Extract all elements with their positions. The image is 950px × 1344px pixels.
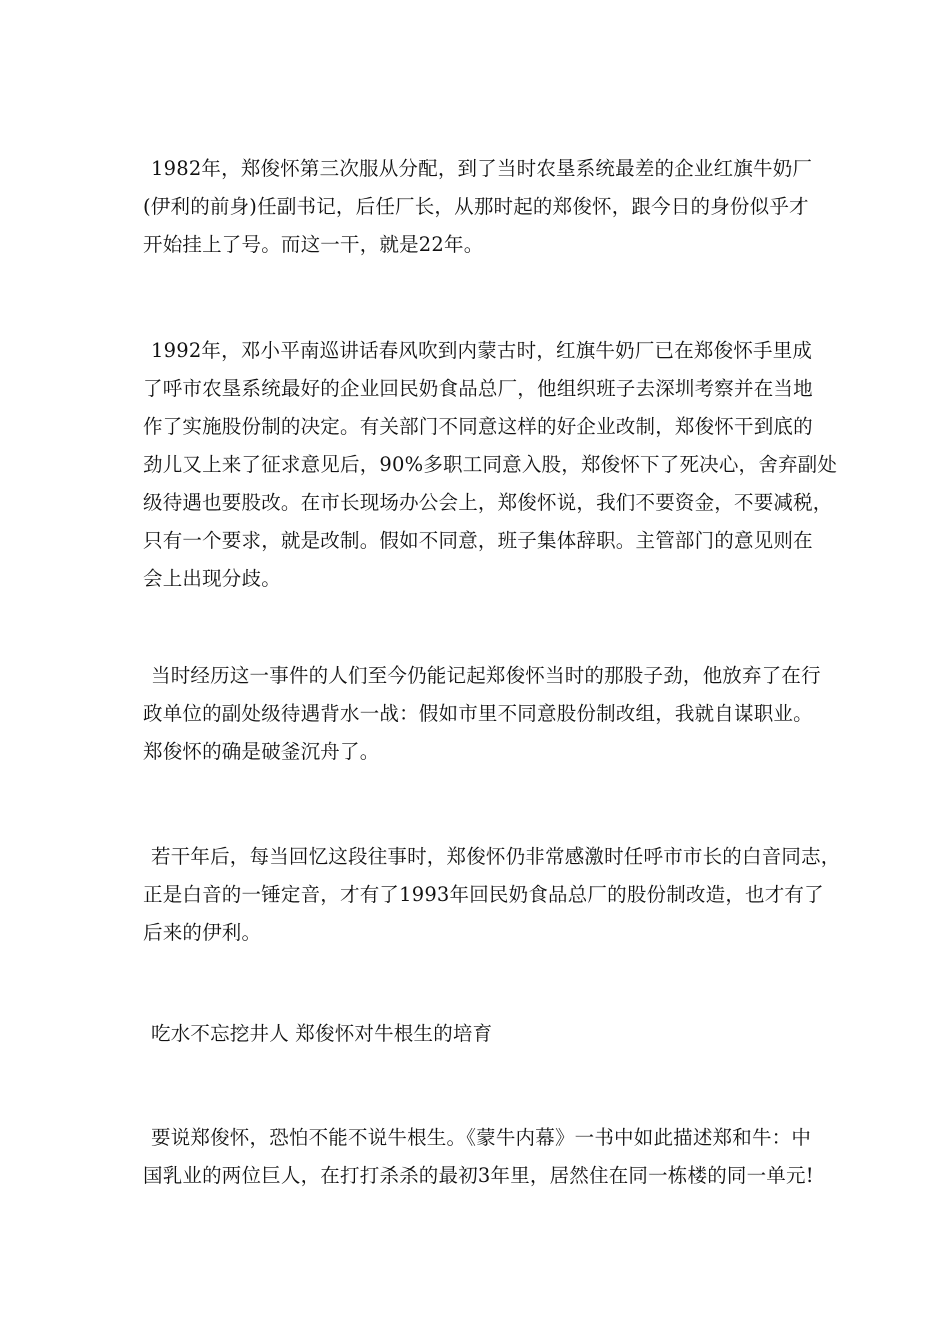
text-line: 作了实施股份制的决定。有关部门不同意这样的好企业改制，郑俊怀干到底的	[143, 415, 813, 438]
text-line: 正是白音的一锤定音，才有了1993年回民奶食品总厂的股份制改造，也才有了	[143, 883, 824, 906]
text-line: 级待遇也要股改。在市长现场办公会上，郑俊怀说，我们不要资金，不要减税，	[143, 491, 833, 514]
text-line: 国乳业的两位巨人，在打打杀杀的最初3年里，居然住在同一栋楼的同一单元!	[143, 1164, 814, 1187]
text-line: 当时经历这一事件的人们至今仍能记起郑俊怀当时的那股子劲，他放弃了在行	[151, 664, 821, 687]
paragraph-event-memory	[143, 657, 821, 771]
paragraph-years-later	[143, 838, 841, 952]
text-line: 政单位的副处级待遇背水一战：假如市里不同意股份制改组，我就自谋职业。	[143, 702, 813, 725]
text-line: 若干年后，每当回忆这段往事时，郑俊怀仍非常感激时任呼市市长的白音同志，	[151, 845, 841, 868]
paragraph-niu-gensheng	[143, 1119, 813, 1195]
text-line: 1982年，郑俊怀第三次服从分配，到了当时农垦系统最差的企业红旗牛奶厂	[151, 157, 813, 180]
text-line: (伊利的前身)任副书记，后任厂长，从那时起的郑俊怀，跟今日的身份似乎才	[143, 195, 809, 218]
paragraph-1982	[143, 150, 813, 264]
paragraph-1992	[143, 332, 838, 598]
text-line: 会上出现分歧。	[143, 567, 281, 590]
text-line: 要说郑俊怀，恐怕不能不说牛根生。《蒙牛内幕》一书中如此描述郑和牛：中	[151, 1126, 812, 1149]
text-line: 劲儿又上来了征求意见后，90%多职工同意入股，郑俊怀下了死决心，舍弃副处	[143, 453, 838, 476]
section-heading	[143, 1015, 813, 1053]
text-line: 开始挂上了号。而这一干，就是22年。	[143, 233, 484, 256]
text-line: 了呼市农垦系统最好的企业回民奶食品总厂，他组织班子去深圳考察并在当地	[143, 377, 813, 400]
heading-line: 吃水不忘挖井人 郑俊怀对牛根生的培育	[151, 1022, 493, 1045]
text-line: 郑俊怀的确是破釜沉舟了。	[143, 740, 380, 763]
text-line: 1992年，邓小平南巡讲话春风吹到内蒙古时，红旗牛奶厂已在郑俊怀手里成	[151, 339, 813, 362]
text-line: 后来的伊利。	[143, 921, 262, 944]
text-line: 只有一个要求，就是改制。假如不同意，班子集体辞职。主管部门的意见则在	[143, 529, 813, 552]
